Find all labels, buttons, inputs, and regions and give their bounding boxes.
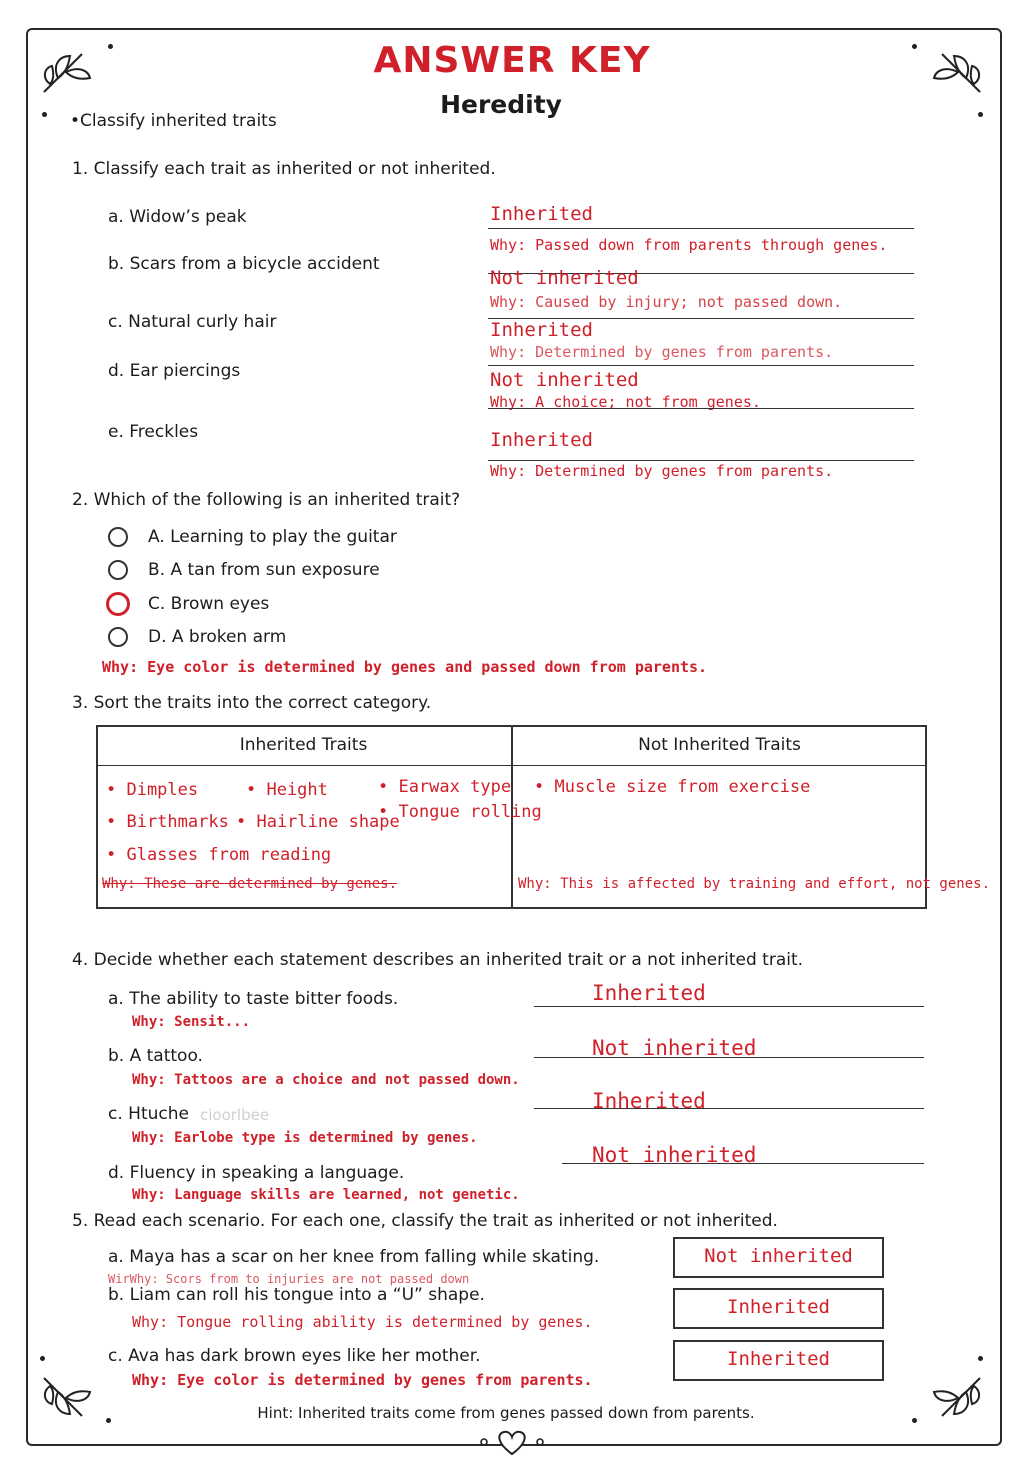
not-inherited-trait: • Muscle size from exercise xyxy=(534,777,811,797)
q5-why: Why: Eye color is determined by genes from parents. xyxy=(132,1371,593,1389)
heart-icon xyxy=(476,1428,548,1458)
q1-why: Why: Determined by genes from parents. xyxy=(490,343,834,361)
q4-answer: Not inherited xyxy=(592,1143,757,1167)
q1-why: Why: Determined by genes from parents. xyxy=(490,462,834,480)
q4-why: Why: Sensit... xyxy=(132,1014,251,1030)
q4-item-label: c. Htuche xyxy=(108,1104,189,1124)
inherited-trait: • Birthmarks xyxy=(106,812,229,832)
answer-line xyxy=(562,1163,924,1164)
q1-why: Why: Caused by injury; not passed down. xyxy=(490,293,843,311)
q1-why: Why: Passed down from parents through genes. xyxy=(490,236,888,254)
q1-item-label: e. Freckles xyxy=(108,422,199,442)
q1-item-label: b. Scars from a bicycle accident xyxy=(108,254,380,274)
q2-option-label: B. A tan from sun exposure xyxy=(148,560,380,580)
answer-line xyxy=(488,228,914,229)
radio-option-b[interactable] xyxy=(108,560,128,580)
q4-why: Why: Language skills are learned, not genetic. xyxy=(132,1187,520,1203)
inherited-why: Why: These are determined by genes. xyxy=(102,876,398,892)
q4-item-label: d. Fluency in speaking a language. xyxy=(108,1163,405,1183)
inherited-trait: • Glasses from reading xyxy=(106,845,332,865)
inherited-trait: • Height xyxy=(246,780,328,800)
radio-option-c-selected[interactable] xyxy=(106,592,130,616)
q2-prompt: 2. Which of the following is an inherited trait? xyxy=(72,490,461,510)
objective: •Classify inherited traits xyxy=(70,111,277,131)
q4-answer: Inherited xyxy=(592,1089,706,1113)
q4-item-label: b. A tattoo. xyxy=(108,1046,203,1066)
answer-line xyxy=(488,460,914,461)
q5-item-label: c. Ava has dark brown eyes like her mother. xyxy=(108,1346,481,1366)
q4-prompt: 4. Decide whether each statement describes an inherited trait or a not inherited trait. xyxy=(72,950,804,970)
q2-option-label: A. Learning to play the guitar xyxy=(148,527,397,547)
answer-line xyxy=(534,1108,924,1109)
hint-text: Hint: Inherited traits come from genes passed down from parents. xyxy=(257,1404,755,1422)
q5-item-label: b. Liam can roll his tongue into a “U” shape. xyxy=(108,1285,485,1305)
answer-line xyxy=(488,365,914,366)
q4-item-label: a. The ability to taste bitter foods. xyxy=(108,989,399,1009)
inherited-trait: • Tongue rolling xyxy=(378,802,542,822)
q4-answer: Not inherited xyxy=(592,1036,757,1060)
q1-answer: Inherited xyxy=(490,429,593,451)
answer-line xyxy=(534,1057,924,1058)
q1-why: Why: A choice; not from genes. xyxy=(490,393,761,411)
page-title: Heredity xyxy=(440,90,562,119)
q1-answer: Inherited xyxy=(490,203,593,225)
answer-line xyxy=(488,408,914,409)
q1-prompt: 1. Classify each trait as inherited or not inherited. xyxy=(72,159,496,179)
table-header-inherited: Inherited Traits xyxy=(239,735,368,755)
q5-answer: Inherited xyxy=(727,1296,830,1318)
q1-item-label: d. Ear piercings xyxy=(108,361,241,381)
q2-why: Why: Eye color is determined by genes and passed down from parents. xyxy=(102,658,708,676)
q4-faded-text: cioorlbee xyxy=(200,1106,270,1124)
q4-why: Why: Tattoos are a choice and not passed down. xyxy=(132,1072,520,1088)
answer-key-title: ANSWER KEY xyxy=(373,40,651,81)
q1-item-label: a. Widow’s peak xyxy=(108,207,247,227)
q5-item-label: a. Maya has a scar on her knee from falling while skating. xyxy=(108,1247,600,1267)
not-inherited-why: Why: This is affected by training and effort, not genes. xyxy=(518,876,991,892)
q2-option-label: C. Brown eyes xyxy=(148,594,270,614)
q4-answer: Inherited xyxy=(592,981,706,1005)
q1-item-label: c. Natural curly hair xyxy=(108,312,277,332)
q5-why: Why: Tongue rolling ability is determined by genes. xyxy=(132,1313,593,1331)
radio-option-a[interactable] xyxy=(108,527,128,547)
q5-prompt: 5. Read each scenario. For each one, classify the trait as inherited or not inherited. xyxy=(72,1211,778,1231)
q5-answer: Inherited xyxy=(727,1348,830,1370)
q1-answer: Inherited xyxy=(490,319,593,341)
q5-why: WirWhy: Scors from to injuries are not passed down xyxy=(108,1272,470,1286)
q2-option-label: D. A broken arm xyxy=(148,627,287,647)
q3-prompt: 3. Sort the traits into the correct category. xyxy=(72,693,432,713)
q1-answer: Not inherited xyxy=(490,369,639,391)
answer-line xyxy=(534,1006,924,1007)
table-header-not-inherited: Not Inherited Traits xyxy=(638,735,801,755)
radio-option-d[interactable] xyxy=(108,627,128,647)
inherited-trait: • Earwax type xyxy=(378,777,512,797)
decor-dot xyxy=(978,1356,983,1361)
q5-answer: Not inherited xyxy=(704,1245,853,1267)
inherited-trait: • Hairline shape xyxy=(236,812,400,832)
q4-why: Why: Earlobe type is determined by genes. xyxy=(132,1130,478,1146)
inherited-trait: • Dimples xyxy=(106,780,199,800)
decor-dot xyxy=(40,1356,45,1361)
q1-answer: Not inherited xyxy=(490,267,639,289)
